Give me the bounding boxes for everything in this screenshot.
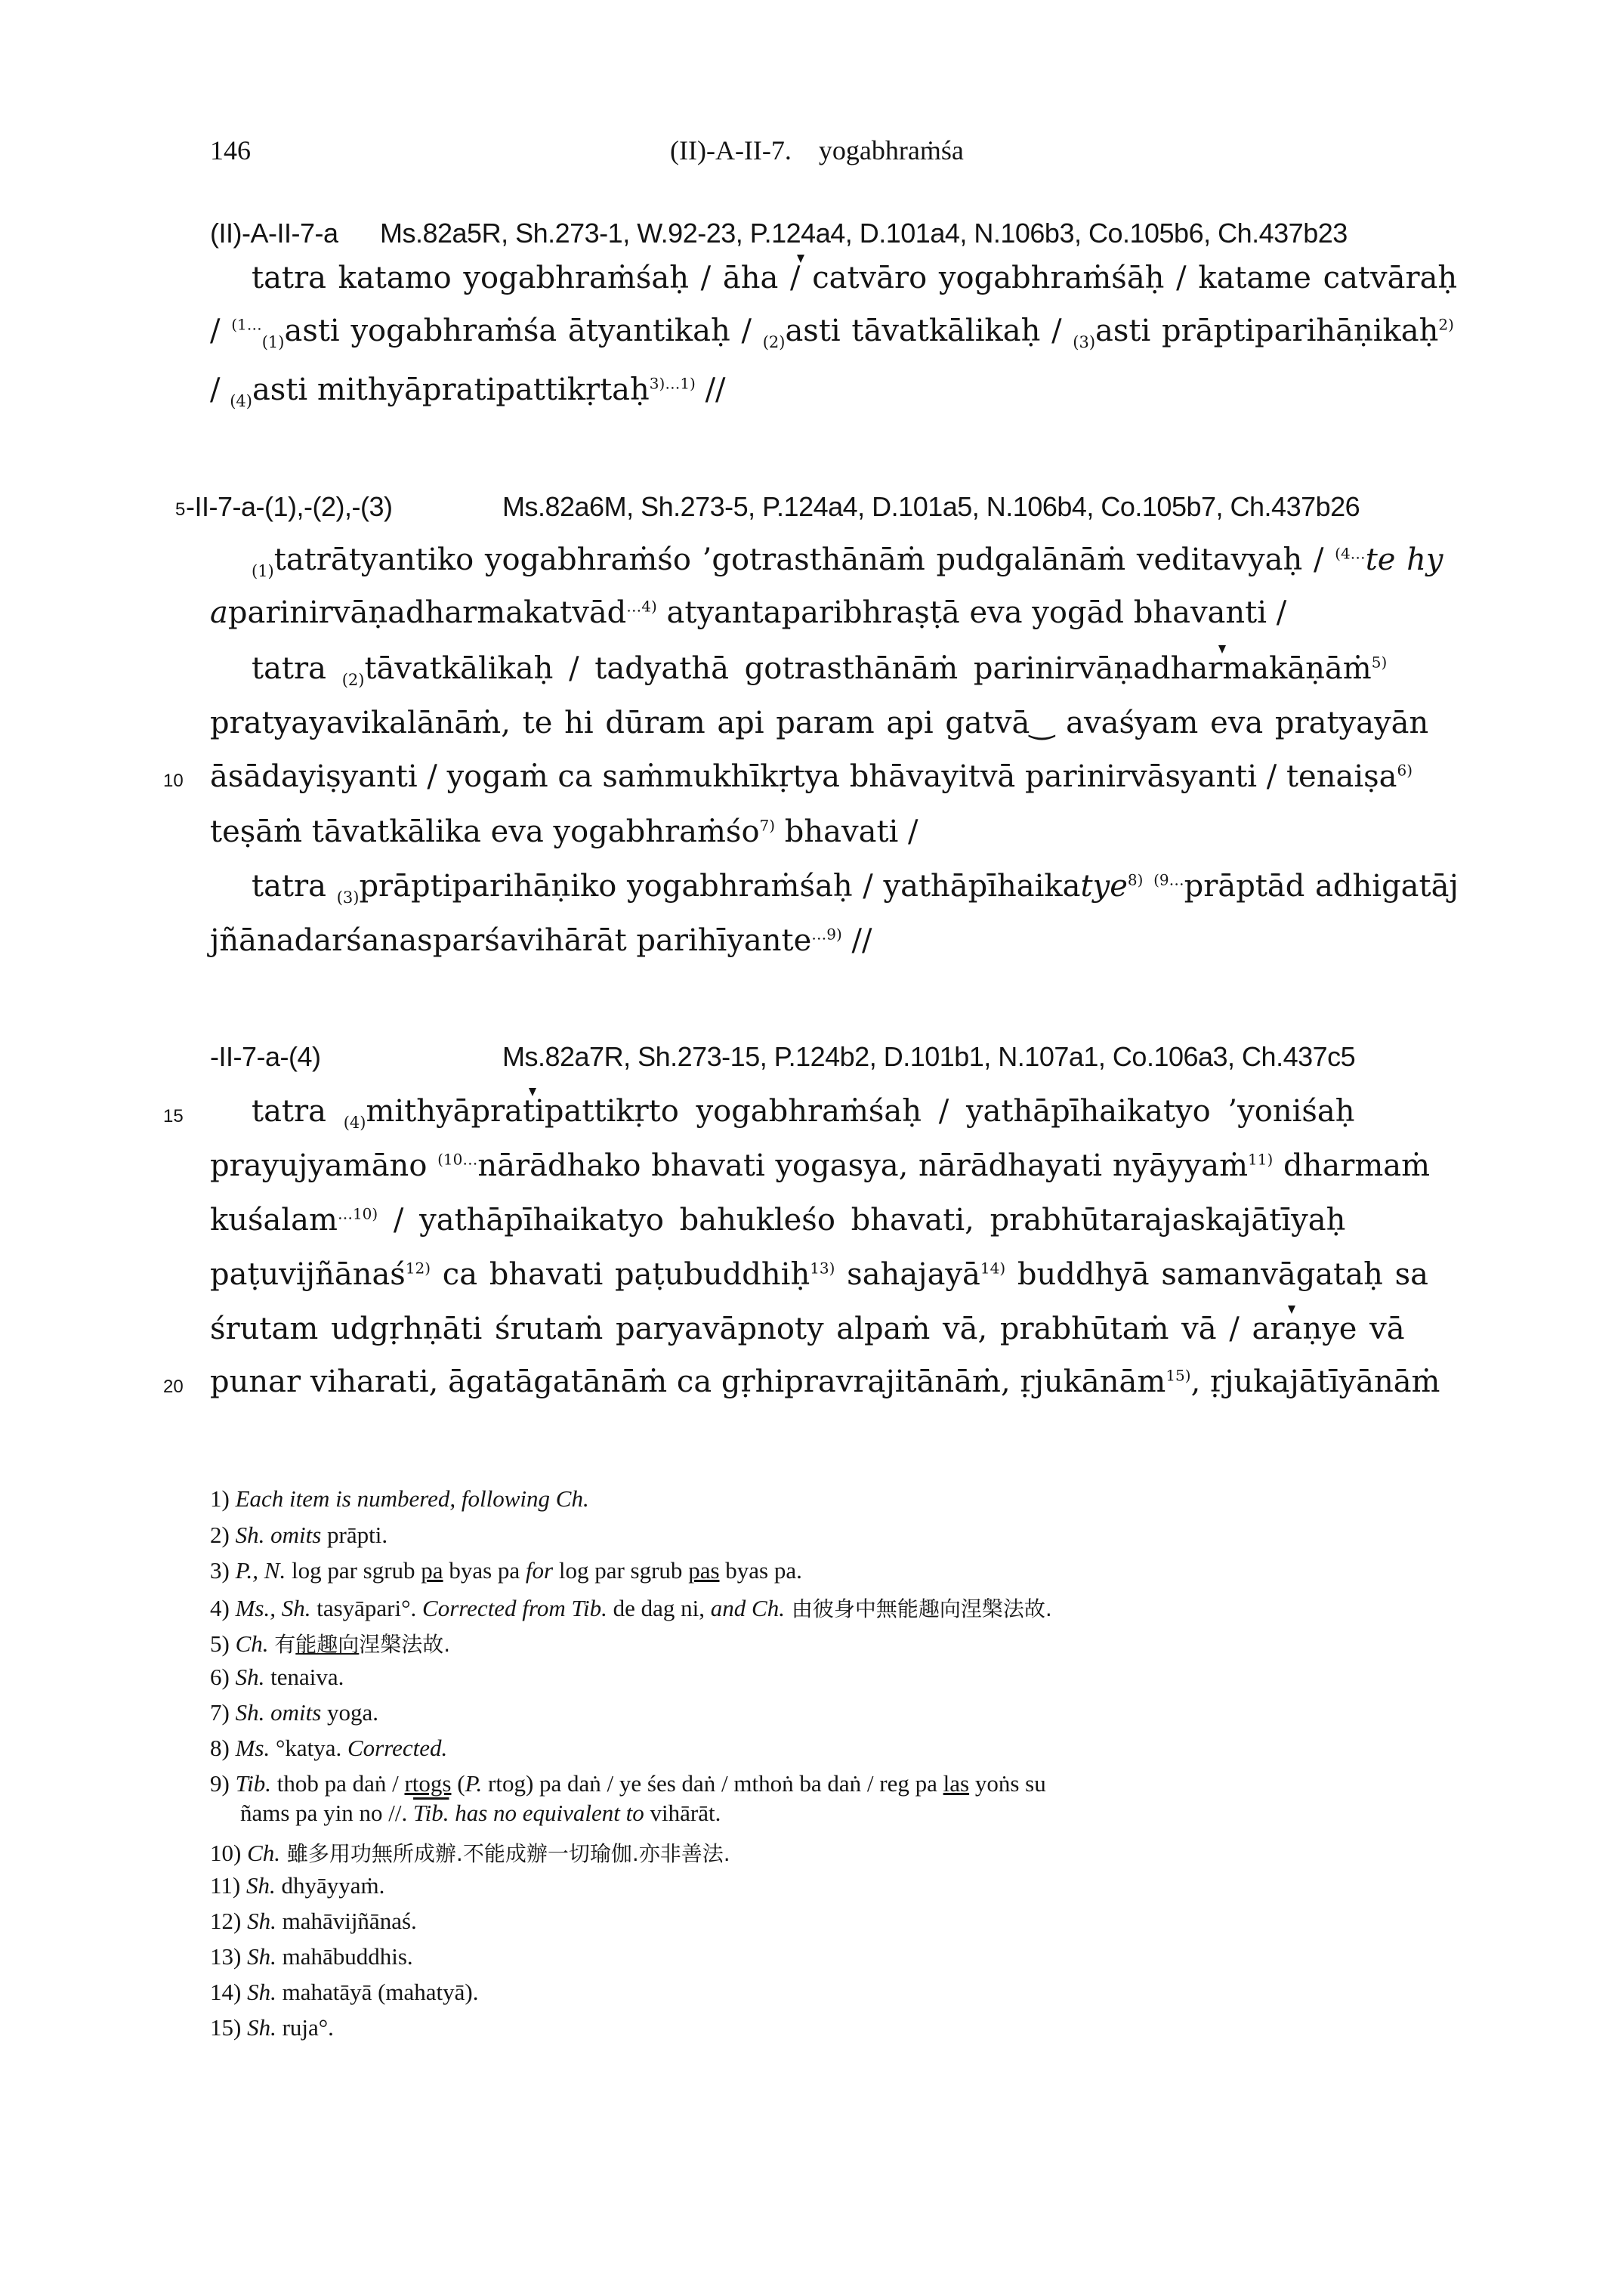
text-line: kuśalam$^{\dots 10)}$ / yathāpīhaikatyo bahukleśo bhavati, prabhūtarajaskajātīyaḥ	[210, 1203, 1346, 1238]
footnote: 10) Ch. 雖多用功無所成辦.不能成辦一切瑜伽.亦非善法.	[210, 1840, 730, 1866]
footnote: 1) Each item is numbered, following Ch.	[210, 1485, 589, 1512]
text-line: / $_{(4)}$asti mithyāpratipattikṛtaḥ$^{3)\dots 1)}$ //	[210, 372, 726, 410]
footnote: 6) Sh. tenaiva.	[210, 1664, 344, 1690]
footnote: 4) Ms., Sh. tasyāpari°. Corrected from Tib. de dag ni, and Ch. 由彼身中無能趣向涅槃法故.	[210, 1595, 1052, 1621]
line-number: 20	[163, 1377, 184, 1397]
text-line: jñānadarśanasparśavihārāt parihīyante$^{\dots 9)}$ //	[210, 923, 872, 958]
section-refs: Ms.82a7R, Sh.273-15, P.124b2, D.101b1, N.107a1, Co.106a3, Ch.437c5	[502, 1041, 1356, 1072]
text-line: tatra katamo yogabhraṁśaḥ / āha / catvāro yogabhraṁśāḥ / katame catvāraḥ	[252, 261, 1458, 295]
footnote: 5) Ch. 有能趣向涅槃法故.	[210, 1630, 451, 1657]
footnote: 14) Sh. mahatāyā (mahatyā).	[210, 1979, 479, 2005]
text-line: tatra $_{(2)}$tāvatkālikaḥ / tadyathā gotrasthānāṁ parinirvāṇadharmakāṇāṁ$^{5)}$	[252, 651, 1388, 689]
footnote: 11) Sh. dhyāyyaṁ.	[210, 1872, 385, 1899]
running-title: (II)-A-II-7. yogabhraṁśa	[670, 135, 964, 165]
text-line: / $^{(1\dots}_{(1)}$asti yogabhraṁśa ātyantikaḥ / $_{(2)}$asti tāvatkālikaḥ / $_{(3)}$asti prāptiparihāṇikaḥ$^{2)}$	[210, 314, 1454, 351]
footnote: 15) Sh. ruja°.	[210, 2014, 334, 2041]
text-line: tatra $_{(3)}$prāptiparihāṇiko yogabhraṁśaḥ / yathāpīhaikatye$^{8)}$ $^{(9\dots}$prāptād adhigatāj	[252, 869, 1459, 907]
insertion-marker	[1288, 1306, 1295, 1314]
text-line: tatra $_{(4)}$mithyāpratipattikṛto yogabhraṁśaḥ / yathāpīhaikatyo ’yoniśaḥ	[252, 1094, 1355, 1132]
footnote: 3) P., N. log par sgrub pa byas pa for log par sgrub pas byas pa.	[210, 1557, 802, 1584]
text-line: prayujyamāno $^{(10\dots}$nārādhako bhavati yogasya, nārādhayati nyāyyaṁ$^{11)}$ dharmaṁ	[210, 1148, 1431, 1183]
text-line: pratyayavikalānāṁ, te hi dūram api param api gatvā‿ avaśyam eva pratyayān	[210, 706, 1429, 740]
footnote: 13) Sh. mahābuddhis.	[210, 1943, 413, 1970]
section-label: (II)-A-II-7-a	[210, 218, 338, 249]
section-label: -II-7-a-(4)	[210, 1041, 321, 1072]
section-refs: Ms.82a6M, Sh.273-5, P.124a4, D.101a5, N.106b4, Co.105b7, Ch.437b26	[502, 491, 1360, 522]
footnote-continuation: ñams pa yin no //. Tib. has no equivalent to vihārāt.	[240, 1800, 721, 1826]
line-number: 15	[163, 1106, 184, 1126]
page-number: 146	[210, 135, 251, 165]
text-line: āsādayiṣyanti / yogaṁ ca saṁmukhīkṛtya bhāvayitvā parinirvāsyanti / tenaiṣa$^{6)}$	[210, 759, 1413, 794]
insertion-marker	[1218, 645, 1226, 654]
footnote: 2) Sh. omits prāpti.	[210, 1522, 388, 1548]
text-line: punar viharati, āgatāgatānāṁ ca gṛhipravrajitānāṁ, ṛjukānām$^{15)}$, ṛjukajātīyānāṁ	[210, 1364, 1440, 1399]
section-label: -II-7-a-(1),-(2),-(3)	[186, 491, 393, 522]
insertion-marker	[529, 1088, 536, 1096]
insertion-marker	[797, 255, 804, 263]
footnote: 7) Sh. omits yoga.	[210, 1699, 379, 1726]
text-line: teṣāṁ tāvatkālika eva yogabhraṁśo$^{7)}$ bhavati /	[210, 814, 919, 849]
text-line: aparinirvāṇadharmakatvād$^{\dots 4)}$ atyantaparibhraṣṭā eva yogād bhavanti /	[210, 595, 1287, 630]
footnote: 9) Tib. thob pa daṅ / rtogs (P. rtog) pa daṅ / ye śes daṅ / mthoṅ ba daṅ / reg pa las yoṅs su	[210, 1770, 1046, 1797]
line-number: 5	[175, 499, 186, 520]
text-line: $_{(1)}$tatrātyantiko yogabhraṁśo ’gotrasthānāṁ pudgalānāṁ veditavyaḥ / $^{(4\dots}$te hy	[252, 542, 1443, 580]
section-refs: Ms.82a5R, Sh.273-1, W.92-23, P.124a4, D.101a4, N.106b3, Co.105b6, Ch.437b23	[380, 218, 1348, 249]
line-number: 10	[163, 771, 184, 791]
footnote: 12) Sh. mahāvijñānaś.	[210, 1908, 417, 1934]
text-line: paṭuvijñānaś$^{12)}$ ca bhavati paṭubuddhiḥ$^{13)}$ sahajayā$^{14)}$ buddhyā samanvāgataḥ sa	[210, 1257, 1428, 1292]
footnote: 8) Ms. °katya. Corrected.	[210, 1735, 448, 1761]
text-line: śrutam udgṛhṇāti śrutaṁ paryavāpnoty alpaṁ vā, prabhūtaṁ vā / araṇye vā	[210, 1312, 1405, 1346]
